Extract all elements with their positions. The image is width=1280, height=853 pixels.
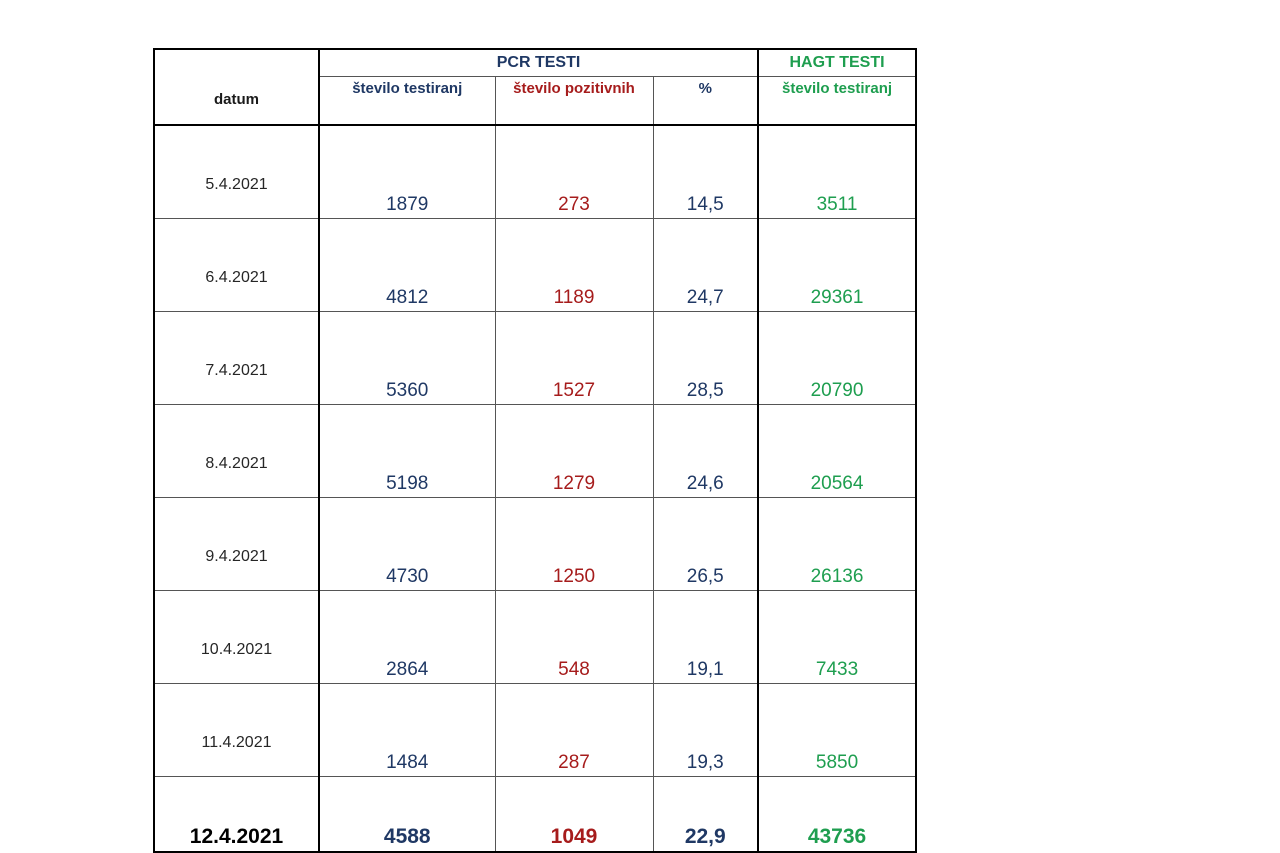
- hagt-tests-cell: 43736: [758, 777, 916, 853]
- table-row-latest: [154, 777, 916, 853]
- group-header-row: [154, 49, 916, 77]
- pcr-group-header: PCR TESTI: [319, 49, 758, 77]
- pcr-percent-cell: 26,5: [653, 498, 758, 591]
- pcr-positive-cell: 1250: [495, 498, 653, 591]
- pcr-percent-cell: 14,5: [653, 125, 758, 219]
- table-row: [154, 219, 916, 312]
- pcr-tests-cell: 5360: [319, 312, 495, 405]
- pcr-positive-header: število pozitivnih: [495, 77, 653, 126]
- pcr-tests-header: število testiranj: [319, 77, 495, 126]
- pcr-tests-cell: 4812: [319, 219, 495, 312]
- date-cell: 12.4.2021: [154, 777, 319, 853]
- date-cell: 6.4.2021: [154, 219, 319, 312]
- hagt-tests-cell: 7433: [758, 591, 916, 684]
- pcr-percent-cell: 24,6: [653, 405, 758, 498]
- pcr-percent-cell: 19,1: [653, 591, 758, 684]
- pcr-percent-cell: 24,7: [653, 219, 758, 312]
- pcr-tests-cell: 4730: [319, 498, 495, 591]
- pcr-tests-cell: 4588: [319, 777, 495, 853]
- hagt-tests-cell: 29361: [758, 219, 916, 312]
- table-row: [154, 591, 916, 684]
- hagt-tests-cell: 20564: [758, 405, 916, 498]
- pcr-positive-cell: 1049: [495, 777, 653, 853]
- date-cell: 10.4.2021: [154, 591, 319, 684]
- date-cell: 9.4.2021: [154, 498, 319, 591]
- pcr-positive-cell: 287: [495, 684, 653, 777]
- hagt-tests-header: število testiranj: [758, 77, 916, 126]
- date-cell: 11.4.2021: [154, 684, 319, 777]
- pcr-percent-cell: 22,9: [653, 777, 758, 853]
- table-row: [154, 498, 916, 591]
- hagt-tests-cell: 5850: [758, 684, 916, 777]
- table-row: [154, 125, 916, 219]
- pcr-tests-cell: 2864: [319, 591, 495, 684]
- pcr-percent-cell: 28,5: [653, 312, 758, 405]
- date-cell: 8.4.2021: [154, 405, 319, 498]
- pcr-positive-cell: 1527: [495, 312, 653, 405]
- pcr-tests-cell: 5198: [319, 405, 495, 498]
- pcr-positive-cell: 1189: [495, 219, 653, 312]
- pcr-positive-cell: 548: [495, 591, 653, 684]
- table-row: [154, 312, 916, 405]
- pcr-positive-cell: 1279: [495, 405, 653, 498]
- hagt-tests-cell: 26136: [758, 498, 916, 591]
- datum-header: datum: [154, 49, 319, 125]
- hagt-tests-cell: 3511: [758, 125, 916, 219]
- date-cell: 5.4.2021: [154, 125, 319, 219]
- pcr-tests-cell: 1879: [319, 125, 495, 219]
- hagt-group-header: HAGT TESTI: [758, 49, 916, 77]
- pcr-percent-header: %: [653, 77, 758, 126]
- pcr-percent-cell: 19,3: [653, 684, 758, 777]
- hagt-tests-cell: 20790: [758, 312, 916, 405]
- table-row: [154, 405, 916, 498]
- pcr-tests-cell: 1484: [319, 684, 495, 777]
- table-row: [154, 684, 916, 777]
- testing-statistics-table: [153, 48, 917, 853]
- pcr-positive-cell: 273: [495, 125, 653, 219]
- date-cell: 7.4.2021: [154, 312, 319, 405]
